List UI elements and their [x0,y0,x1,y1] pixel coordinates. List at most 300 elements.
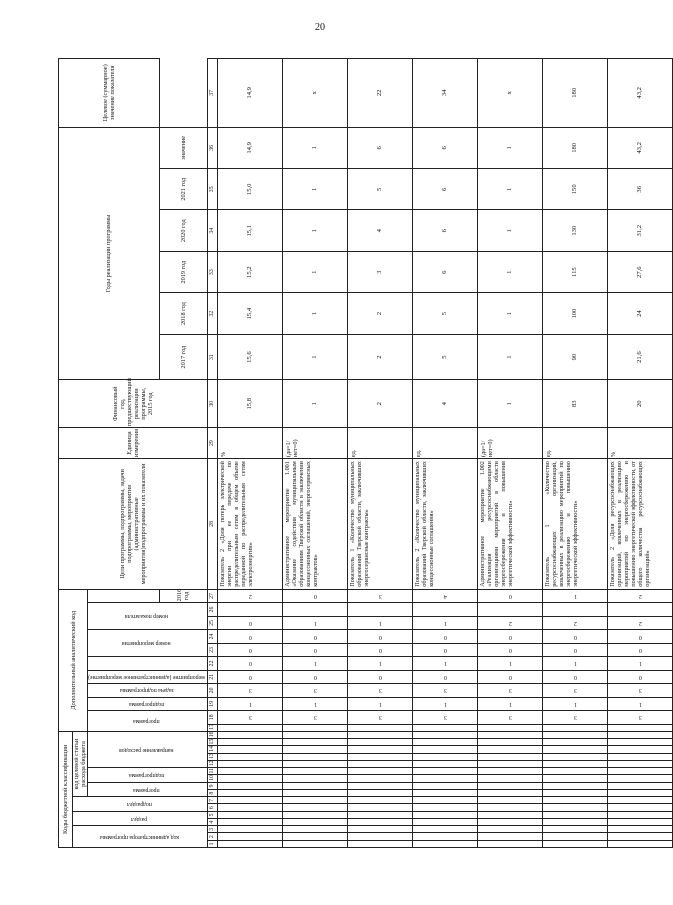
column-number: 17 [207,724,217,731]
column-number: 35 [207,169,217,210]
analytic-code-cell: 0 [542,630,607,643]
code-cell [217,724,282,731]
code-cell [282,724,347,731]
budget-code-cell [412,782,477,789]
analytic-code-cell: 0 [477,643,542,656]
budget-code-cell [282,833,347,840]
column-number: 23 [207,643,217,656]
additional-code-header: Дополнительный аналитический код [59,589,88,731]
year-2019-header: 2019 год [160,251,208,292]
target-value: 14,9 [217,59,282,128]
budget-code-cell [542,840,607,847]
base-year-value: 1 [282,380,347,428]
budget-code-cell [412,804,477,811]
budget-code-cell [542,811,607,818]
code-cell [477,724,542,731]
year-value: 14,9 [217,127,282,168]
analytic-code-cell: 3 [412,684,477,697]
budget-code-cell [607,790,672,797]
analytic-code-cell [282,603,347,616]
analytic-code-cell: 0 [282,670,347,683]
section-header: раздел [73,811,208,826]
column-number: 15 [207,739,217,746]
indicator-description: Показатель 2 «Количество муниципальных образований Тверской области, заключивших концессионные соглашения» [412,459,477,590]
target-value: 43,2 [607,59,672,128]
a-event-header: мероприятие (административное мероприятие) [88,670,208,683]
indicator-description: Показатель 1 «Количество ресурсоснабжающих организаций, вовлеченных в реализацию мероприятий по энергосбережению и повышению энергетической эффективности» [542,459,607,590]
indicator-description: Показатель 2 «Доля ресурсоснабжающих организаций, вовлеченных в реализацию мероприятий по энергосбережению и повышению энергетической эффективности, от общего количества ресурсоснабжающих организаций» [607,459,672,590]
analytic-code-cell: 1 [607,697,672,710]
year-value: 115 [542,251,607,292]
table-row [282,59,347,848]
a-task-header: задача подпрограммы [88,684,208,697]
year-value: 1 [477,251,542,292]
budget-code-cell [542,746,607,753]
budget-codes-header: Коды бюджетной классификации [59,731,73,847]
analytic-code-cell: 1 [412,616,477,629]
year-2021-header: 2021 год [160,169,208,210]
budget-code-cell [217,840,282,847]
year-value: 1 [282,293,347,334]
budget-code-cell [542,797,607,804]
analytic-code-cell: 1 [282,657,347,670]
analytic-code-cell: 1 [542,589,607,603]
column-number: 32 [207,293,217,334]
table-row [412,59,477,848]
analytic-code-cell: 1 [412,657,477,670]
budget-code-cell [347,731,412,738]
budget-code-cell [477,775,542,782]
year-value: 15,2 [217,251,282,292]
column-number: 1 [207,840,217,847]
budget-code-cell [347,761,412,768]
budget-code-cell [477,804,542,811]
analytic-code-cell: 1 [282,616,347,629]
column-number: 31 [207,334,217,380]
year-value: 6 [347,127,412,168]
year-value: 6 [412,127,477,168]
program-code-header: программа [88,782,208,797]
year-value: 1 [282,127,347,168]
budget-code-cell [347,739,412,746]
analytic-code-cell: 0 [217,616,282,629]
column-number: 8 [207,790,217,797]
year-value: 5 [412,293,477,334]
analytic-code-cell: 2 [542,616,607,629]
year-2020-header: 2020 год [160,210,208,251]
budget-code-cell [282,782,347,789]
column-number: 37 [207,59,217,128]
year-value: 5 [412,334,477,380]
budget-code-cell [282,797,347,804]
analytic-code-cell: 1 [477,697,542,710]
analytic-code-cell: 2 [217,589,282,603]
analytic-code-cell: 0 [282,643,347,656]
budget-code-cell [477,819,542,826]
analytic-code-cell: 1 [217,697,282,710]
column-number: 21 [207,670,217,683]
year-2018-header: 2018 год [160,293,208,334]
target-code-header: код целевой статьи расхода бюджета [73,731,88,796]
budget-code-cell [412,731,477,738]
budget-code-cell [282,768,347,775]
analytic-code-cell: 0 [607,630,672,643]
year-value: 36 [607,169,672,210]
budget-code-cell [347,790,412,797]
analytic-code-cell: 1 [477,657,542,670]
year-value: 90 [542,334,607,380]
budget-code-cell [217,790,282,797]
budget-code-cell [347,804,412,811]
column-number: 26 [207,603,217,616]
budget-code-cell [347,797,412,804]
budget-code-cell [477,840,542,847]
budget-code-cell [217,731,282,738]
table-stage [58,58,651,848]
indicator-description: Показатель 1 «Количество муниципальных образований Тверской области, заключивших энергосервисные контракты» [347,459,412,590]
expense-direction-header: направление расходов [88,731,208,767]
column-number: 18 [207,711,217,724]
year-value: 1 [477,169,542,210]
analytic-code-cell [217,603,282,616]
budget-code-cell [217,804,282,811]
goal-description-header: Цели программы, подпрограммы, задачи подпрограммы, мероприятия (административные мероприятия)подпрограммы и их показатели [59,459,208,590]
column-number: 2 [207,833,217,840]
code-cell [542,724,607,731]
budget-code-cell [477,768,542,775]
year-value: 130 [542,210,607,251]
budget-code-cell [477,761,542,768]
analytic-code-cell: 0 [282,589,347,603]
code-cell [347,724,412,731]
year-value: 27,6 [607,251,672,292]
budget-code-cell [217,797,282,804]
budget-code-cell [412,761,477,768]
column-number: 33 [207,251,217,292]
column-numbers-row [207,59,217,848]
analytic-code-cell: 3 [412,711,477,724]
analytic-code-cell: 1 [347,697,412,710]
budget-code-cell [542,775,607,782]
budget-code-cell [607,811,672,818]
subsection-header: подраздел [73,797,208,812]
budget-code-cell [477,731,542,738]
year-value: 150 [542,169,607,210]
budget-code-cell [542,768,607,775]
budget-code-cell [412,840,477,847]
budget-code-cell [282,753,347,760]
column-number: 7 [207,797,217,804]
table-row [542,59,607,848]
budget-code-cell [542,826,607,833]
budget-code-cell [217,826,282,833]
unit-cell: ед. [542,428,607,459]
column-number: 22 [207,657,217,670]
budget-code-cell [282,811,347,818]
analytic-code-cell: 0 [217,657,282,670]
analytic-code-cell: 0 [542,670,607,683]
budget-code-cell [217,782,282,789]
budget-code-cell [542,790,607,797]
code-cell [607,724,672,731]
analytic-code-cell: 3 [607,711,672,724]
budget-code-cell [477,790,542,797]
year-value: 1 [282,169,347,210]
analytic-code-cell: 0 [217,670,282,683]
column-number: 10 [207,775,217,782]
years-header: Годы реализации программы [59,127,160,380]
unit-cell: ед. [412,428,477,459]
analytic-code-cell: 3 [282,684,347,697]
analytic-code-cell: 1 [607,657,672,670]
unit-cell: % [607,428,672,459]
program-indicators-table [58,58,673,848]
budget-code-cell [217,739,282,746]
column-number: 27 [207,589,217,603]
target-value: x [282,59,347,128]
analytic-code-cell: 0 [542,643,607,656]
column-number: 14 [207,746,217,753]
budget-code-cell [607,731,672,738]
budget-code-cell [347,840,412,847]
budget-code-cell [282,746,347,753]
column-number: 16 [207,731,217,738]
budget-code-cell [347,775,412,782]
base-year-value: 1 [477,380,542,428]
base-year-value: 4 [412,380,477,428]
analytic-code-cell: 4 [412,589,477,603]
table-row [607,59,672,848]
analytic-code-cell: 2 [607,589,672,603]
budget-code-cell [542,804,607,811]
year-2016-header: 2016 год [160,589,208,603]
column-number: 19 [207,697,217,710]
budget-code-cell [477,753,542,760]
budget-code-cell [542,761,607,768]
budget-code-cell [542,731,607,738]
indicator-description: Административное мероприятие 1.001 «Оказание содействия муниципальным образованиям Тверской области в заключении концессионных соглашений, энергосервисных контрактов» [282,459,347,590]
budget-code-cell [217,761,282,768]
year-value: 1 [477,293,542,334]
target-value: 34 [412,59,477,128]
column-number: 3 [207,826,217,833]
budget-code-cell [477,746,542,753]
analytic-code-cell: 0 [347,643,412,656]
year-value: 180 [542,127,607,168]
target-value: x [477,59,542,128]
column-number: 24 [207,630,217,643]
analytic-code-cell: 2 [477,616,542,629]
code-cell [412,724,477,731]
budget-code-cell [607,782,672,789]
base-year-value: 83 [542,380,607,428]
analytic-code-cell: 0 [477,630,542,643]
year-value: 3 [347,251,412,292]
analytic-code-cell: 3 [282,711,347,724]
analytic-code-cell: 0 [412,670,477,683]
analytic-code-cell: 3 [477,711,542,724]
year-value: 15,4 [217,293,282,334]
budget-code-cell [412,746,477,753]
analytic-code-cell: 0 [412,643,477,656]
a-program-header: программа [88,711,208,732]
column-number: 30 [207,380,217,428]
budget-code-cell [477,797,542,804]
analytic-code-cell: 1 [347,616,412,629]
budget-code-cell [412,753,477,760]
analytic-code-cell: 1 [542,657,607,670]
budget-code-cell [347,753,412,760]
rotated-table-wrapper [58,58,651,848]
budget-code-cell [347,819,412,826]
year-value: 15,6 [217,334,282,380]
analytic-code-cell: 2 [607,616,672,629]
budget-code-cell [282,775,347,782]
budget-code-cell [217,768,282,775]
budget-code-cell [542,739,607,746]
year-value: 43,2 [607,127,672,168]
column-number: 29 [207,428,217,459]
year-value: 4 [347,210,412,251]
budget-code-cell [217,746,282,753]
analytic-code-cell: 1 [347,657,412,670]
year-value: 1 [282,210,347,251]
budget-code-cell [542,782,607,789]
analytic-code-cell [542,603,607,616]
budget-code-cell [607,797,672,804]
unit-cell: (да=1/нет=0) [282,428,347,459]
analytic-code-cell: 1 [282,697,347,710]
year-value: 24 [607,293,672,334]
year-value: 1 [282,251,347,292]
column-number: 6 [207,804,217,811]
target-value-header: Целевое (суммарное) значение показателя [59,59,160,128]
analytic-code-cell: 0 [477,589,542,603]
analytic-code-cell: 0 [412,630,477,643]
budget-code-cell [477,833,542,840]
budget-code-cell [607,826,672,833]
analytic-code-cell [477,603,542,616]
budget-code-cell [347,746,412,753]
budget-code-cell [607,753,672,760]
budget-code-cell [412,739,477,746]
budget-code-cell [607,761,672,768]
budget-code-cell [607,746,672,753]
admin-code-header: код администратора программы [73,826,208,848]
column-number: 36 [207,127,217,168]
subprogram-code-header: подпрограмма [88,768,208,783]
base-year-value: 20 [607,380,672,428]
column-number: 34 [207,210,217,251]
a-event-type-header [88,657,208,670]
column-number: 28 [207,459,217,590]
base-year-header: Финансовый год, предшествующий реализации программы, 2015 год [59,380,208,428]
table-row [217,59,282,848]
column-number: 13 [207,753,217,760]
analytic-code-cell: 3 [542,711,607,724]
budget-code-cell [607,833,672,840]
target-value: 180 [542,59,607,128]
analytic-code-cell: 0 [217,630,282,643]
a-indicator-header: номер показателя [88,603,208,630]
budget-code-cell [477,739,542,746]
budget-code-cell [542,819,607,826]
budget-code-cell [477,782,542,789]
unit-cell: % [217,428,282,459]
budget-code-cell [217,775,282,782]
page-number: 20 [315,22,325,33]
budget-code-cell [282,790,347,797]
base-year-value: 15,8 [217,380,282,428]
budget-code-cell [607,804,672,811]
analytic-code-cell: 3 [347,589,412,603]
budget-code-cell [607,840,672,847]
unit-cell: ед. [347,428,412,459]
analytic-code-cell [347,603,412,616]
budget-code-cell [282,739,347,746]
year-value: 1 [282,334,347,380]
year-value: 5 [347,169,412,210]
budget-code-cell [282,840,347,847]
analytic-code-cell: 3 [347,711,412,724]
analytic-code-cell [412,603,477,616]
year-value: 6 [412,210,477,251]
year-value: 2 [347,293,412,334]
budget-code-cell [607,768,672,775]
budget-code-cell [217,811,282,818]
column-number: 9 [207,782,217,789]
budget-code-cell [412,797,477,804]
analytic-code-cell: 0 [217,643,282,656]
unit-header: Единица измерения [59,428,208,459]
budget-code-cell [412,819,477,826]
budget-code-cell [282,761,347,768]
analytic-code-cell: 0 [282,630,347,643]
analytic-code-cell: 0 [607,670,672,683]
year-value: 6 [412,251,477,292]
year-value: 21,6 [607,334,672,380]
budget-code-cell [282,804,347,811]
year-value: 6 [412,169,477,210]
budget-code-cell [217,819,282,826]
a-event-number-header: номер мероприятия [88,630,208,657]
budget-code-cell [412,775,477,782]
budget-code-cell [282,819,347,826]
analytic-code-cell: 0 [607,643,672,656]
budget-code-cell [347,826,412,833]
budget-code-cell [347,833,412,840]
analytic-code-cell: 3 [217,711,282,724]
year-value: 100 [542,293,607,334]
budget-code-cell [477,811,542,818]
budget-code-cell [217,753,282,760]
analytic-code-cell: 3 [477,684,542,697]
year-value: 1 [477,127,542,168]
base-year-value: 2 [347,380,412,428]
column-number: 25 [207,616,217,629]
year-value: 1 [477,210,542,251]
budget-code-cell [347,811,412,818]
budget-code-cell [607,819,672,826]
budget-code-cell [412,811,477,818]
column-number: 11 [207,768,217,775]
target-value: 22 [347,59,412,128]
analytic-code-cell: 1 [412,697,477,710]
budget-code-cell [607,775,672,782]
column-number: 5 [207,811,217,818]
budget-code-cell [412,768,477,775]
a-subprogram-header: подпрограмма [88,697,208,710]
